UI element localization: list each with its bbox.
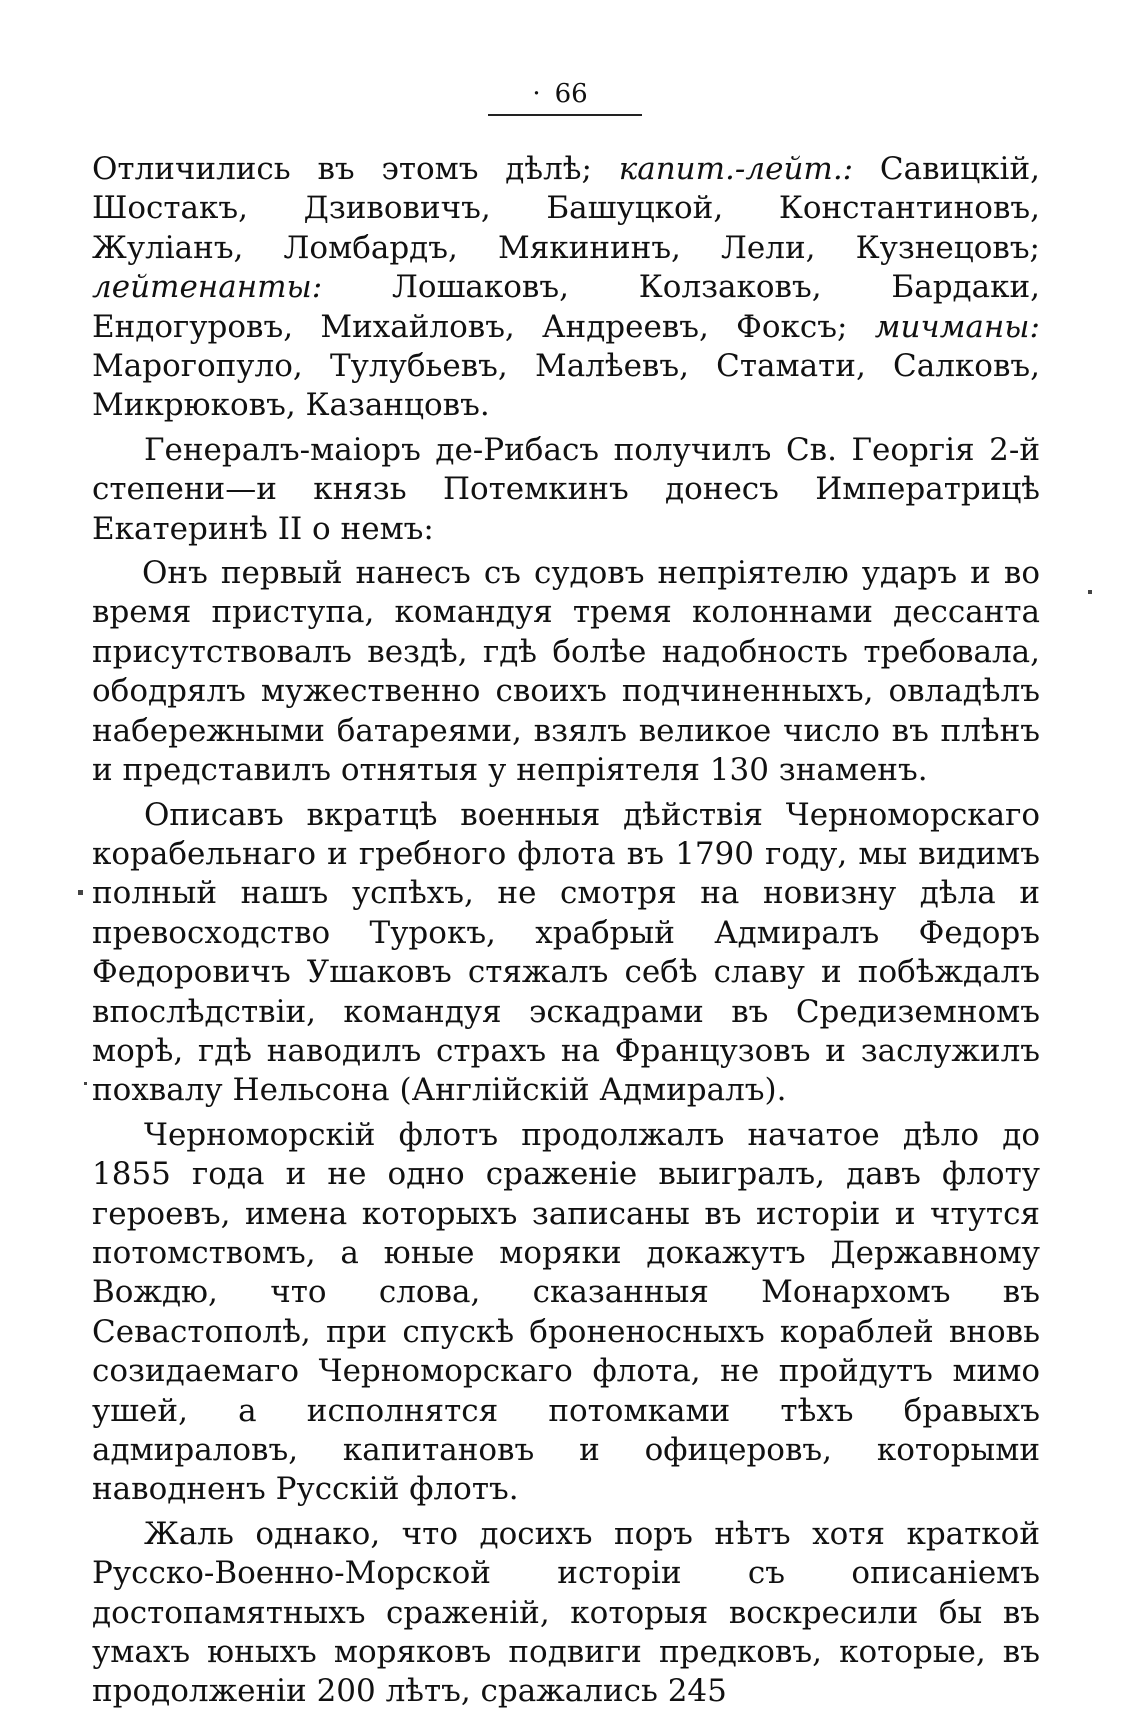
paragraph-black-sea-fleet: Черноморскій флотъ продолжалъ начатое дѣло до 1855 года и не одно сраженіе выигралъ, давъ флоту героевъ, имена которыхъ записаны въ исторіи и чтутся потомствомъ, а юные моряки докажутъ Державному Вождю, что слова, сказанныя Монархомъ въ Севастополѣ, при спускѣ броненосныхъ кораблей вновь созидаемаго Черноморскаго флота, не пройдутъ мимо ушей, а исполнятся потомками тѣхъ бравыхъ адмираловъ, капитановъ и офицеровъ, которыми наводненъ Русскій флотъ. (92, 1116, 1040, 1508)
header-rule (488, 114, 642, 116)
scan-speck (84, 1082, 87, 1085)
rank-label-lieutenants: лейтенанты: (92, 269, 323, 306)
body-text (92, 150, 1040, 1717)
paragraph-potemkin-report: Онъ первый нанесъ съ судовъ непріятелю ударъ и во время приступа, командуя тремя колоннами дессанта присутствовалъ вездѣ, гдѣ болѣе надобность требовала, ободрялъ мужественно своихъ подчиненныхъ, овладѣлъ набережными батареями, взялъ великое число въ плѣнъ и представилъ отнятыя у непріятеля 130 знаменъ. (92, 555, 1040, 789)
text-run: Савицкій, Шостакъ, Дзивовичъ, Башуцкой, Константиновъ, Жуліанъ, Ломбардъ, Мякининъ, Лели, Кузнецовъ; (92, 151, 1040, 266)
rank-label-midshipmen: мичманы: (874, 308, 1040, 345)
page-header (480, 78, 640, 110)
text-run: Марогопуло, Тулубьевъ, Малѣевъ, Стамати, Салковъ, Микрюковъ, Казанцовъ. (92, 348, 1040, 424)
header-dot: · (532, 79, 541, 109)
paragraph-officers-list (92, 150, 1040, 426)
paragraph-de-ribas: Генералъ-маіоръ де-Рибасъ получилъ Св. Георгія 2-й степени—и князь Потемкинъ донесъ Императрицѣ Екатеринѣ II о немъ: (92, 431, 1040, 547)
text-run: Отличились въ этомъ дѣлѣ; (92, 151, 619, 187)
paragraph-fleet-1790: Описавъ вкратцѣ военныя дѣйствія Черноморскаго корабельнаго и гребного флота въ 1790 году, мы видимъ полный нашъ успѣхъ, не смотря на новизну дѣла и превосходство Турокъ, храбрый Адмиралъ Федоръ Федоровичъ Ушаковъ стяжалъ себѣ славу и побѣждалъ впослѣдствіи, командуя эскадрами въ Средиземномъ морѣ, гдѣ наводилъ страхъ на Французовъ и заслужилъ похвалу Нельсона (Англійскій Адмиралъ). (92, 796, 1040, 1109)
scan-speck (78, 890, 83, 895)
paragraph-naval-history: Жаль однако, что досихъ поръ нѣтъ хотя краткой Русско-Военно-Морской исторіи съ описаніемъ достопамятныхъ сраженій, которыя воскресили бы въ умахъ юныхъ моряковъ подвиги предковъ, которые, въ продолженіи 200 лѣтъ, сражались 245 (92, 1515, 1040, 1710)
scan-speck (1088, 590, 1092, 594)
text-run: Лошаковъ, Колзаковъ, Бардаки, Ендогуровъ, Михайловъ, Андреевъ, Фоксъ; (92, 269, 1040, 345)
rank-label-captain-lieutenants: капит.-лейт.: (618, 151, 854, 187)
page-number: 66 (554, 79, 588, 109)
